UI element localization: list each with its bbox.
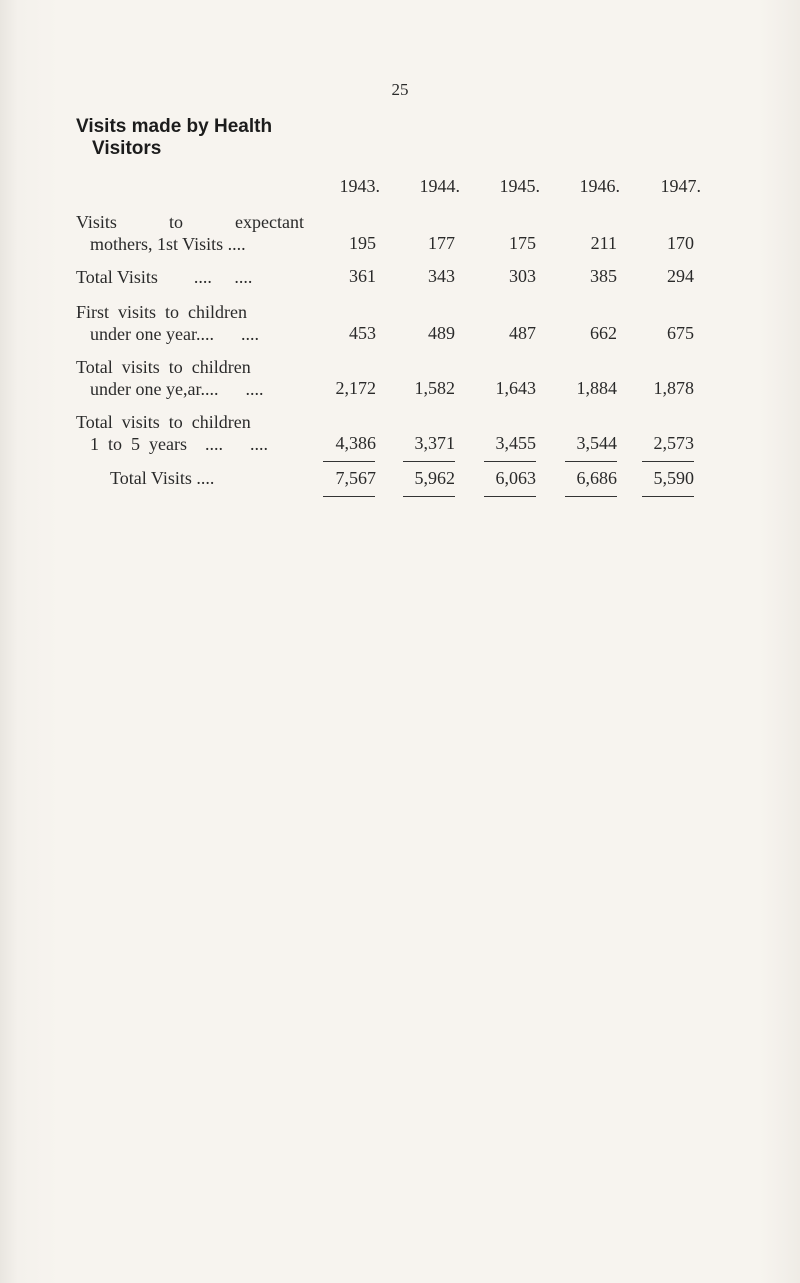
heading-line-1: Visits made by Health bbox=[76, 116, 273, 137]
divider-rule bbox=[484, 496, 536, 497]
row-label-first-visits-under-one bbox=[76, 301, 336, 345]
table-cell: 1,884 bbox=[576, 378, 617, 398]
year-header-1946: 1946. bbox=[579, 176, 620, 196]
year-header-1944: 1944. bbox=[419, 176, 460, 196]
row-label-line-2: 1 to 5 years .... .... bbox=[90, 434, 268, 454]
row-label-visits-1-to-5 bbox=[76, 411, 336, 455]
table-cell: 385 bbox=[590, 266, 617, 286]
table-cell: 489 bbox=[428, 323, 455, 343]
table-cell: 177 bbox=[428, 233, 455, 253]
row-label-line-1 bbox=[76, 211, 304, 233]
divider-rule bbox=[484, 461, 536, 462]
year-header-1945: 1945. bbox=[499, 176, 540, 196]
divider-rule bbox=[323, 461, 375, 462]
table-cell: 675 bbox=[667, 323, 694, 343]
table-cell: 343 bbox=[428, 266, 455, 286]
divider-rule bbox=[565, 496, 617, 497]
row-label-line-2: mothers, 1st Visits .... bbox=[90, 234, 246, 254]
table-cell: 2,172 bbox=[335, 378, 376, 398]
year-header-1943: 1943. bbox=[339, 176, 380, 196]
table-cell: 303 bbox=[509, 266, 536, 286]
table-cell: 4,386 bbox=[335, 433, 376, 453]
table-cell: 294 bbox=[667, 266, 694, 286]
divider-rule bbox=[565, 461, 617, 462]
table-cell: 2,573 bbox=[653, 433, 694, 453]
row-label-line-1: First visits to children bbox=[76, 302, 247, 322]
divider-rule bbox=[323, 496, 375, 497]
label-word: expectant bbox=[235, 212, 304, 232]
divider-rule bbox=[642, 496, 694, 497]
page-number: 25 bbox=[391, 80, 409, 99]
label-word: to bbox=[168, 212, 183, 232]
divider-rule bbox=[642, 461, 694, 462]
table-cell: 170 bbox=[667, 233, 694, 253]
table-cell: 195 bbox=[349, 233, 376, 253]
table-cell: 3,371 bbox=[414, 433, 455, 453]
label-word: Visits bbox=[76, 212, 117, 232]
total-cell: 6,686 bbox=[576, 468, 617, 488]
section-heading bbox=[76, 116, 336, 160]
table-cell: 175 bbox=[509, 233, 536, 253]
divider-rule bbox=[403, 461, 455, 462]
total-cell: 5,590 bbox=[653, 468, 694, 488]
table-cell: 3,455 bbox=[495, 433, 536, 453]
row-label-expectant-mothers bbox=[76, 211, 336, 255]
table-cell: 1,582 bbox=[414, 378, 455, 398]
total-cell: 7,567 bbox=[335, 468, 376, 488]
row-label-line-2: under one ye,ar.... .... bbox=[90, 379, 264, 399]
row-label-line-1: Total visits to children bbox=[76, 412, 251, 432]
year-header-1947: 1947. bbox=[660, 176, 701, 196]
table-cell: 361 bbox=[349, 266, 376, 286]
table-cell: 453 bbox=[349, 323, 376, 343]
row-label-line-1: Total Visits .... .... bbox=[76, 267, 253, 287]
total-cell: 6,063 bbox=[495, 468, 536, 488]
table-cell: 3,544 bbox=[576, 433, 617, 453]
table-cell: 1,643 bbox=[495, 378, 536, 398]
table-cell: 662 bbox=[590, 323, 617, 343]
heading-line-2: Visitors bbox=[92, 138, 162, 159]
table-cell: 211 bbox=[590, 233, 617, 253]
total-cell: 5,962 bbox=[414, 468, 455, 488]
row-label-total-visits bbox=[76, 266, 336, 288]
table-cell: 1,878 bbox=[653, 378, 694, 398]
total-row-label: Total Visits .... bbox=[110, 468, 215, 488]
row-label-total-visits-under-one bbox=[76, 356, 336, 400]
row-label-line-2: under one year.... .... bbox=[90, 324, 259, 344]
table-cell: 487 bbox=[509, 323, 536, 343]
row-label-line-1: Total visits to children bbox=[76, 357, 251, 377]
divider-rule bbox=[403, 496, 455, 497]
